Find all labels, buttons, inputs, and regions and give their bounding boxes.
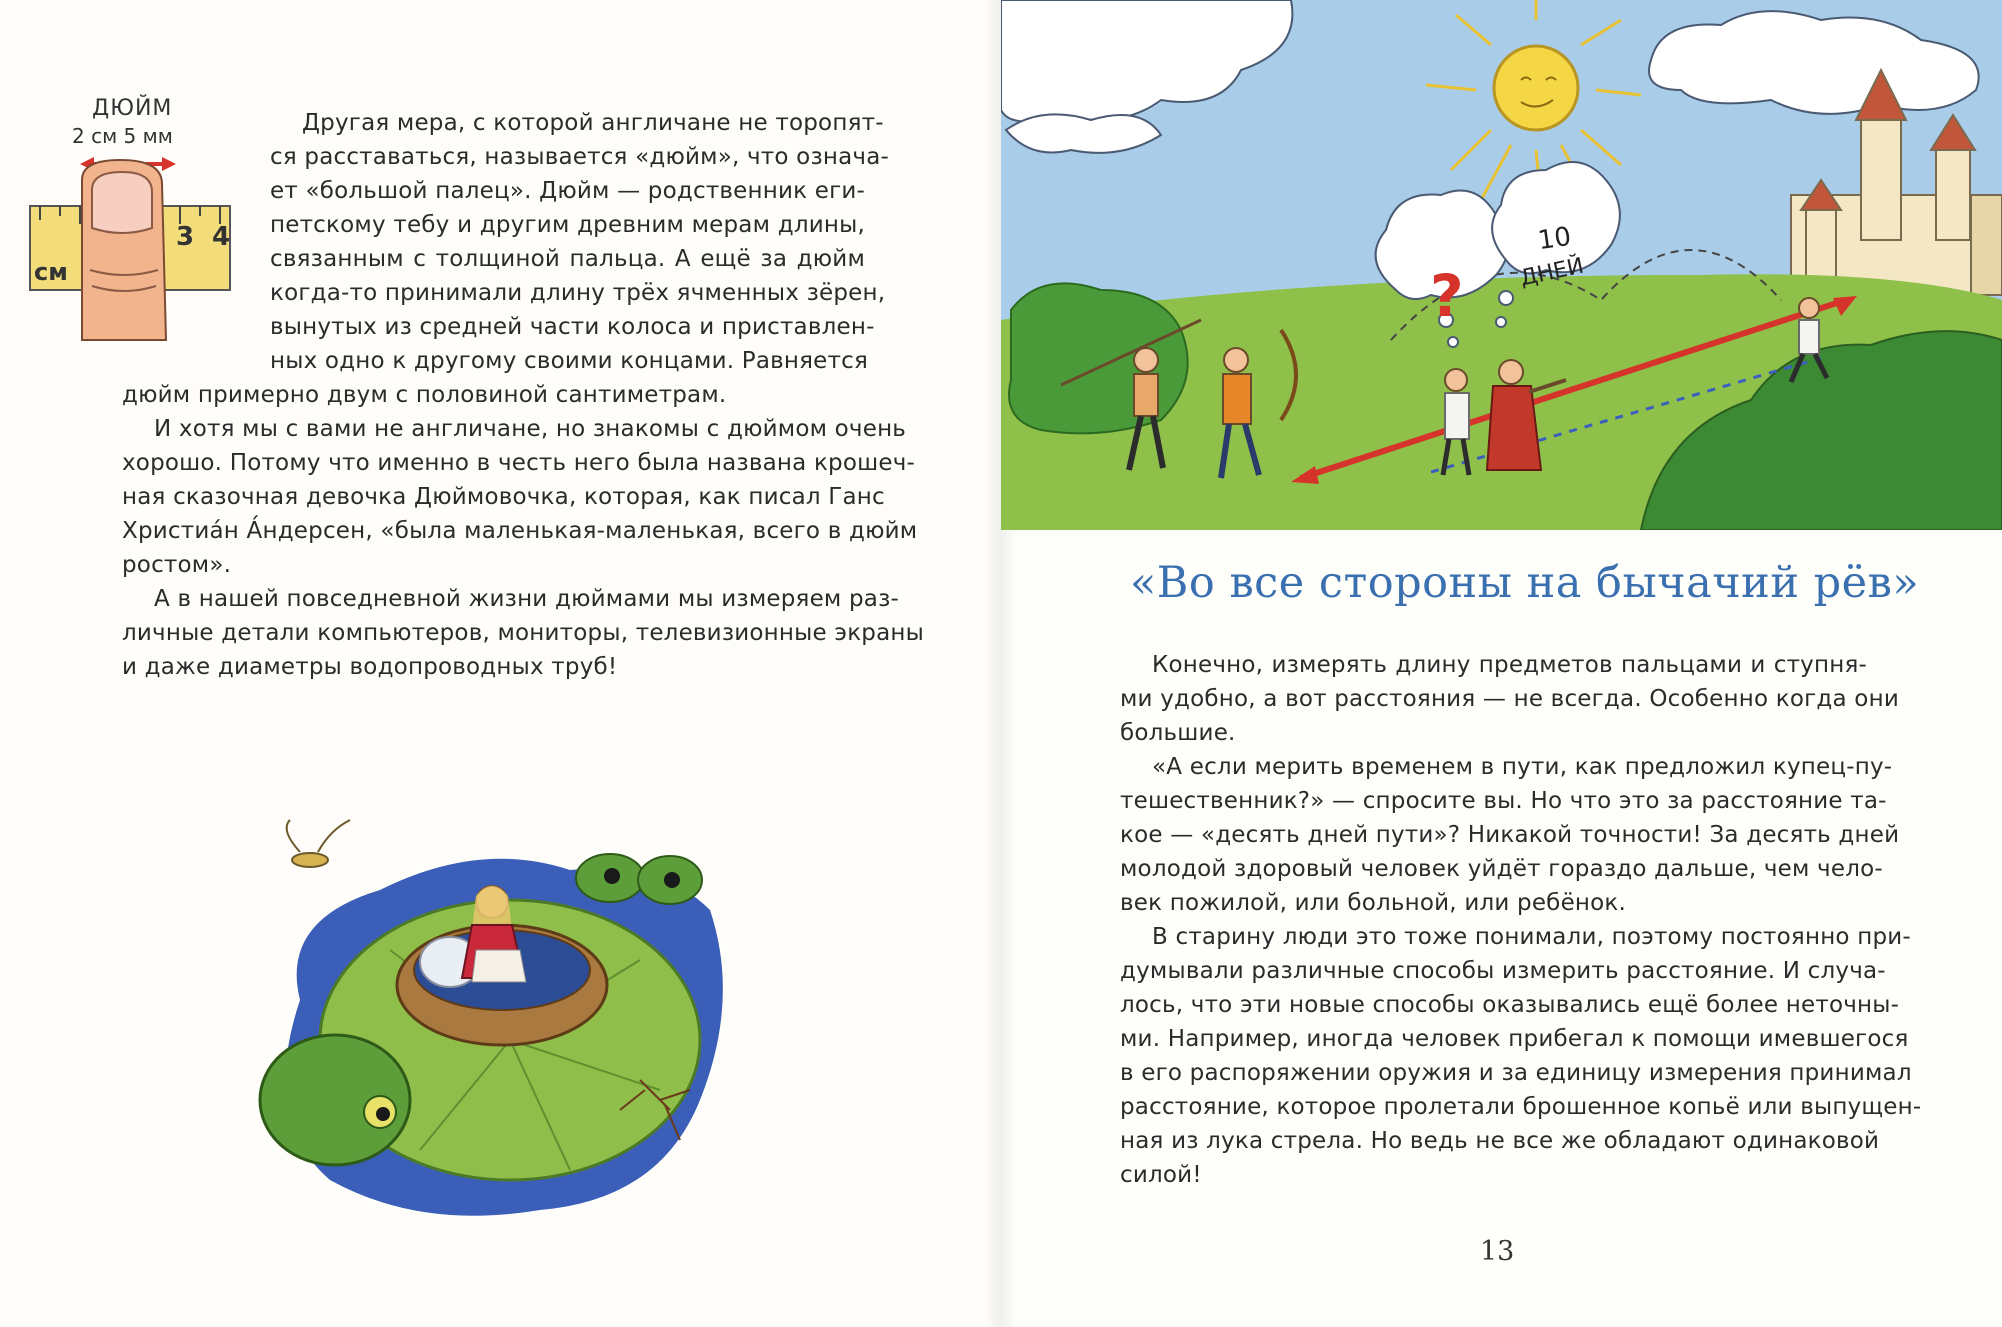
text-line: ми удобно, а вот расстояния — не всегда. Особенно когда они	[1120, 686, 1899, 712]
left-paragraph-3	[122, 582, 924, 684]
right-paragraph-2	[1120, 750, 1900, 920]
text-line: ми. Например, иногда человек прибегал к помощи имевшегося	[1120, 1026, 1909, 1052]
text-line: ростом».	[122, 552, 232, 578]
left-paragraph-1-last-line	[122, 378, 865, 412]
thumbelina-illustration	[240, 800, 740, 1240]
ruler-measure: 2 см 5 мм	[72, 124, 173, 148]
text-line: Христиа́н А́ндерсен, «была маленькая-маленькая, всего в дюйм	[122, 518, 918, 544]
thought-days-number: 10	[1536, 221, 1574, 257]
text-line: кое — «десять дней пути»? Никакой точности! За десять дней	[1120, 822, 1900, 848]
left-paragraph-2	[122, 412, 918, 582]
left-paragraph-1	[270, 106, 890, 378]
ruler-unit-label: см	[34, 258, 68, 286]
text-line: в его распоряжении оружия и за единицу измерения принимал	[1120, 1060, 1912, 1086]
text-line: личные детали компьютеров, мониторы, телевизионные экраны	[122, 620, 924, 646]
ruler-number-4: 4	[212, 222, 231, 252]
text-line: вынутых из средней части колоса и приставлен-	[270, 314, 875, 340]
archers-field-illustration	[1001, 0, 2002, 530]
question-mark: ?	[1430, 262, 1464, 330]
text-line: думывали различные способы измерить расстояние. И случа-	[1120, 958, 1886, 984]
text-line: связанным с толщиной пальца. А ещё за дюйм	[270, 246, 865, 272]
text-line: тешественник?» — спросите вы. Но что это за расстояние та-	[1120, 788, 1887, 814]
text-line: Другая мера, с которой англичане не торопят-	[302, 110, 884, 136]
thought-days-word: ДНЕЙ	[1518, 253, 1586, 292]
text-line: ет «большой палец». Дюйм — родственник еги-	[270, 178, 866, 204]
text-line: хорошо. Потому что именно в честь него была названа крошеч-	[122, 450, 916, 476]
text-line: и даже диаметры водопроводных труб!	[122, 654, 618, 680]
text-line: В старину люди это тоже понимали, поэтому постоянно при-	[1152, 924, 1911, 950]
ruler-number-3: 3	[176, 222, 195, 252]
text-line: силой!	[1120, 1162, 1202, 1188]
text-line: ная из лука стрела. Но ведь не все же обладают одинаковой	[1120, 1128, 1880, 1154]
text-line: петскому тебу и другим древним мерам длины,	[270, 212, 865, 238]
thumb-ruler-drawing	[20, 150, 235, 350]
page-number: 13	[1480, 1236, 1515, 1267]
text-line: расстояние, которое пролетали брошенное копьё или выпущен-	[1120, 1094, 1922, 1120]
text-line: век пожилой, или больной, или ребёнок.	[1120, 890, 1627, 916]
right-paragraph-1	[1120, 648, 1899, 750]
text-line: ная сказочная девочка Дюймовочка, которая, как писал Ганс	[122, 484, 885, 510]
text-line: ся расставаться, называется «дюйм», что означа-	[270, 144, 890, 170]
ruler-title: ДЮЙМ	[92, 96, 173, 121]
text-line: молодой здоровый человек уйдёт гораздо дальше, чем чело-	[1120, 856, 1883, 882]
cloud	[1006, 114, 1161, 152]
text-line: ных одно к другому своими концами. Равняется	[270, 348, 868, 374]
text-line: И хотя мы с вами не англичане, но знакомы с дюймом очень	[154, 416, 907, 442]
text-line: когда-то принимали длину трёх ячменных зёрен,	[270, 280, 886, 306]
wasp	[287, 820, 350, 867]
text-line: лось, что эти новые способы оказывались ещё более неточны-	[1120, 992, 1900, 1018]
text-line: большие.	[1120, 720, 1236, 746]
text-line: Конечно, измерять длину предметов пальцами и ступня-	[1152, 652, 1867, 678]
bush	[1009, 283, 1188, 433]
right-paragraph-3	[1120, 920, 1922, 1192]
text-line: дюйм примерно двум с половиной сантиметрам.	[122, 382, 727, 408]
text-line: А в нашей повседневной жизни дюймами мы измеряем раз-	[154, 586, 900, 612]
text-line: «А если мерить временем в пути, как предложил купец-пу-	[1152, 754, 1893, 780]
section-heading: «Во все стороны на бычачий рёв»	[1130, 558, 1920, 608]
